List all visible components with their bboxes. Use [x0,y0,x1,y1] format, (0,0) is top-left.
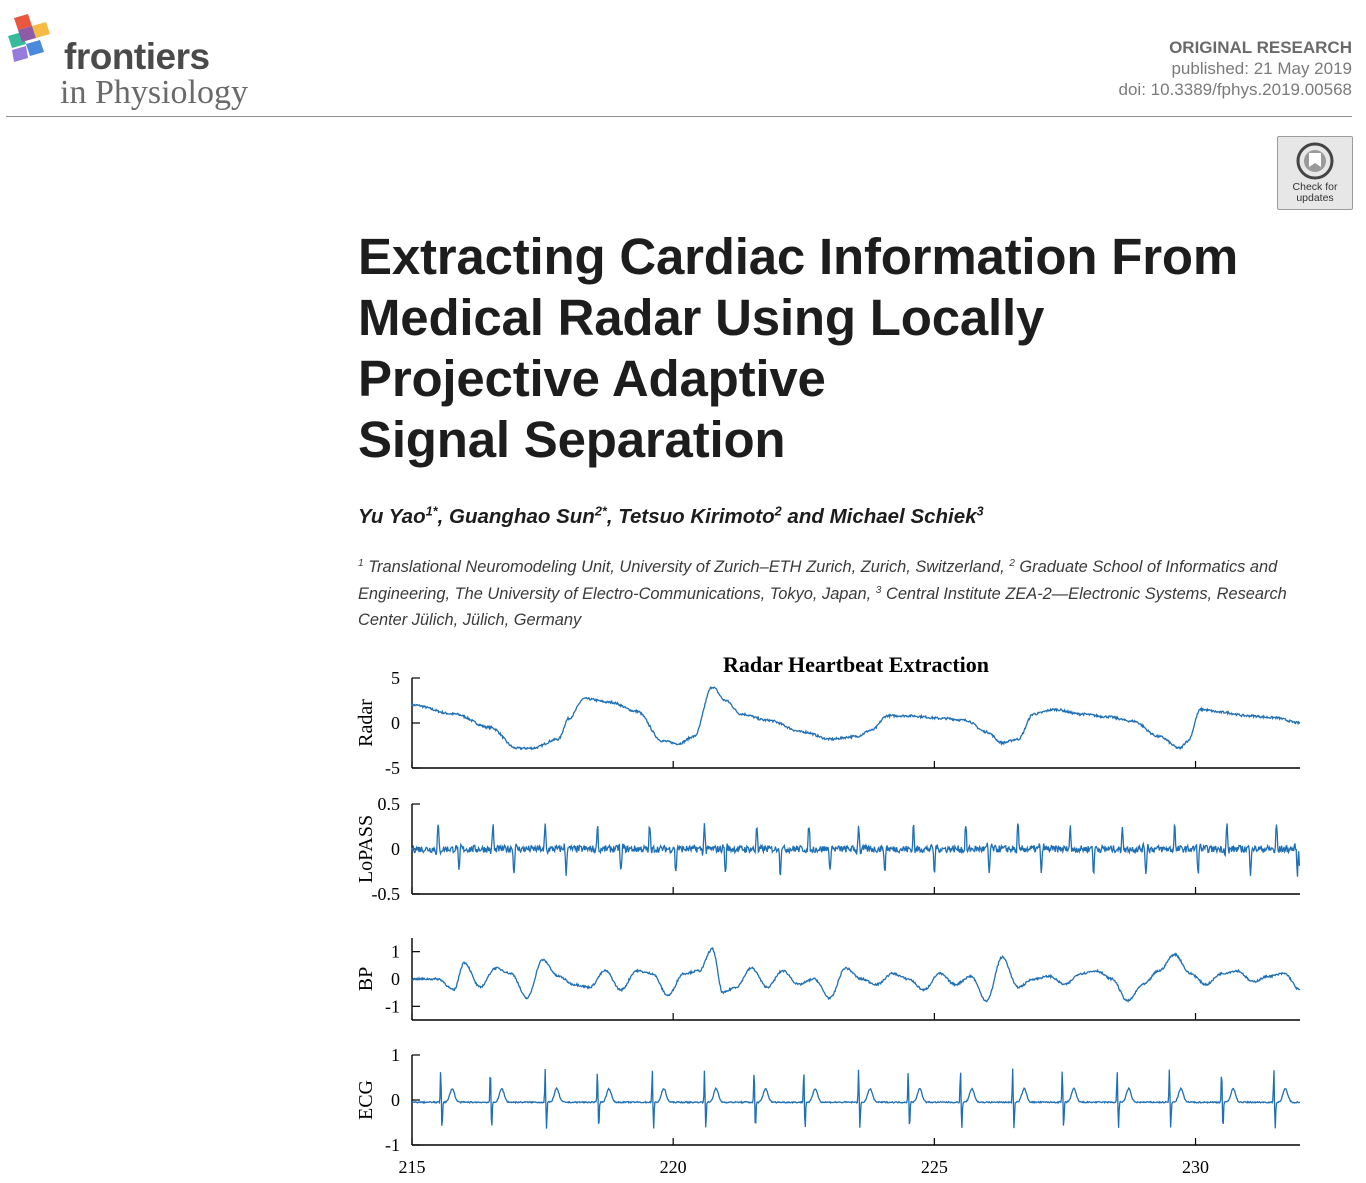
y-tick-label: -1 [385,1135,400,1155]
y-axis-label: LoPASS [355,814,377,884]
author-name[interactable]: Yu Yao [358,505,426,528]
author-affiliation-mark: 3 [976,503,984,519]
radar-heartbeat-figure [340,640,1330,1180]
affiliation-text: Translational Neuromodeling Unit, University of Zurich–ETH Zurich, Zurich, Switzerland, [368,558,1010,576]
y-tick-label: 1 [391,1045,400,1065]
x-tick-label: 225 [920,1157,948,1177]
y-tick-label: -5 [385,758,400,778]
affiliation-text: Graduate School of Informatics and Engineering, The University of Electro-Communications, Tokyo, Japan, [358,558,1278,603]
x-tick-label: 230 [1182,1157,1210,1177]
check-for-updates-button[interactable] [1277,136,1353,210]
check-for-updates-icon [1293,141,1337,185]
y-tick-label: -1 [385,996,400,1017]
title-line: Projective Adaptive [358,350,826,407]
series-line-radar [412,687,1300,749]
article-title [358,226,1358,470]
title-line: Extracting Cardiac Information From [358,228,1238,285]
y-axis-label: ECG [355,1080,377,1120]
title-line: Signal Separation [358,411,786,468]
author-affiliation-mark: 2* [594,503,607,519]
y-tick-label: 1 [391,941,400,962]
author-separator: , [437,505,450,528]
check-for-updates-label-2: updates [1296,192,1334,204]
journal-name-frontiers: frontiers [64,36,210,77]
y-axis-label: Radar [355,699,377,747]
y-tick-label: -0.5 [371,884,400,904]
author-separator: and [781,505,830,528]
author-affiliation-mark: 2 [774,503,782,519]
y-tick-label: 0.5 [377,794,400,814]
series-line-ecg [412,1069,1300,1129]
y-tick-label: 5 [391,668,400,688]
chart-title: Radar Heartbeat Extraction [723,652,989,677]
y-tick-label: 0 [391,969,400,989]
y-tick-label: 0 [391,839,400,859]
affiliation-mark: 3 [875,584,882,596]
author-name[interactable]: Guanghao Sun [449,505,595,528]
y-tick-label: 0 [391,1090,400,1110]
frontiers-logo-icon [6,12,62,70]
affiliations [358,554,1338,634]
article-meta [1119,37,1352,100]
journal-name-physiology: in Physiology [60,74,248,111]
y-axis-label: BP [355,966,377,992]
affiliation-text: Central Institute ZEA-2—Electronic Systems, Research Center Jülich, Jülich, Germany [358,584,1287,629]
doi-link[interactable]: doi: 10.3389/fphys.2019.00568 [1118,80,1352,99]
author-name[interactable]: Michael Schiek [829,505,977,528]
series-line-bp [412,948,1300,1002]
article-type: ORIGINAL RESEARCH [1169,38,1352,57]
author-affiliation-mark: 1* [425,503,438,519]
journal-logo [6,12,306,111]
title-line: Medical Radar Using Locally [358,289,1045,346]
series-line-lopass [412,823,1300,877]
y-tick-label: 0 [391,713,400,733]
affiliation-mark: 2 [1009,557,1015,569]
author-name[interactable]: Tetsuo Kirimoto [618,505,775,528]
affiliation-mark: 1 [358,557,364,569]
published-date: published: 21 May 2019 [1171,59,1352,78]
check-for-updates-label-1: Check for [1292,181,1338,193]
author-separator: , [606,505,619,528]
x-tick-label: 215 [398,1157,426,1177]
author-list [358,505,984,529]
x-tick-label: 220 [659,1157,687,1177]
header-divider [6,116,1352,117]
